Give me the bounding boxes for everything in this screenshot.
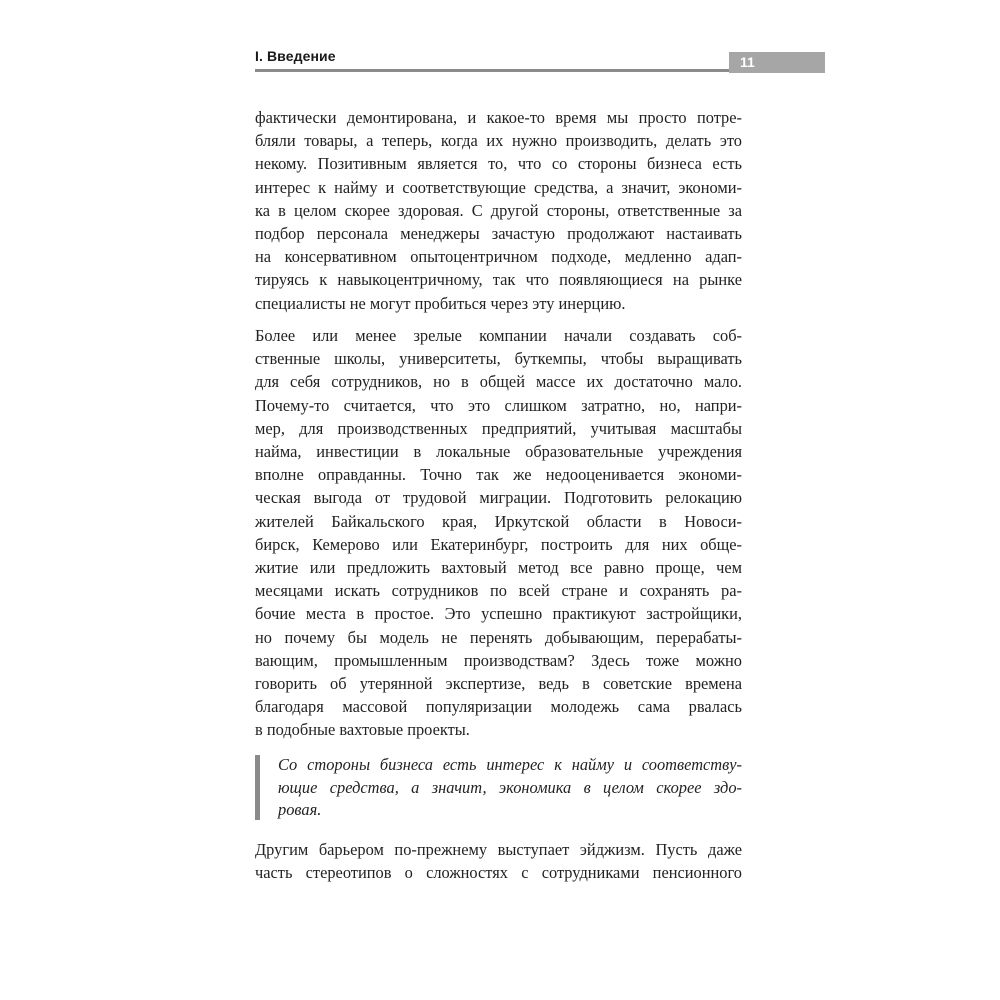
pull-quote-line: Со стороны бизнеса есть интерес к найму и соответству- xyxy=(278,755,742,774)
paragraph-line: бляли товары, а теперь, когда их нужно производить, делать это xyxy=(255,131,742,151)
paragraph-line: Более или менее зрелые компании начали создавать соб- xyxy=(255,326,742,345)
paragraph-line: вполне оправданны. Точно так же недооценивается экономи- xyxy=(255,465,742,485)
paragraph-line: вающим, промышленным производствам? Здесь тоже можно xyxy=(255,650,742,670)
paragraph-line: ка в целом скорее здоровая. С другой стороны, ответственные за xyxy=(255,200,742,220)
paragraph-line: подбор персонала менеджеры зачастую продолжают настаивать xyxy=(255,224,742,244)
paragraph-2 xyxy=(255,324,742,742)
paragraph-line: житие или предложить вахтовый метод все равно проще, чем xyxy=(255,558,742,578)
paragraph-line: жителей Байкальского края, Иркутской области в Новоси- xyxy=(255,511,742,531)
paragraph-line: бочие места в простое. Это успешно практикуют застройщики, xyxy=(255,604,742,624)
paragraph-line: ческая выгода от трудовой миграции. Подготовить релокацию xyxy=(255,488,742,508)
paragraph-line: Почему-то считается, что это слишком затратно, но, напри- xyxy=(255,395,742,415)
pull-quote-line: ющие средства, а значит, экономика в целом скорее здо- xyxy=(278,777,742,797)
header-rule xyxy=(255,69,730,72)
pull-quote-bar xyxy=(255,755,260,820)
paragraph-line: специалисты не могут пробиться через эту инерцию. xyxy=(255,293,626,313)
paragraph-line: месяцами искать сотрудников по всей стране и сохранять ра- xyxy=(255,581,742,601)
pull-quote xyxy=(278,754,742,822)
paragraph-line: для себя сотрудников, но в общей массе их достаточно мало. xyxy=(255,372,742,392)
paragraph-line: бирск, Кемерово или Екатеринбург, построить для них обще- xyxy=(255,534,742,554)
paragraph-line: мер, для производственных предприятий, учитывая масштабы xyxy=(255,418,742,438)
paragraph-line: но почему бы модель не перенять добывающим, перерабаты- xyxy=(255,627,742,647)
paragraph-line: тируясь к навыкоцентричному, так что появляющиеся на рынке xyxy=(255,270,742,290)
running-header-title: I. Введение xyxy=(255,48,336,64)
paragraph-line: некому. Позитивным является то, что со стороны бизнеса есть xyxy=(255,154,742,174)
pull-quote-line: ровая. xyxy=(278,800,322,819)
paragraph-line: благодаря массовой популяризации молодежь сама рвалась xyxy=(255,697,742,717)
paragraph-line: Другим барьером по-прежнему выступает эйджизм. Пусть даже xyxy=(255,840,742,859)
paragraph-line: фактически демонтирована, и какое-то время мы просто потре- xyxy=(255,108,742,127)
paragraph-line: часть стереотипов о сложностях с сотрудниками пенсионного xyxy=(255,863,742,883)
paragraph-line: интерес к найму и соответствующие средства, а значит, экономи- xyxy=(255,177,742,197)
paragraph-line: ственные школы, университеты, буткемпы, чтобы выращивать xyxy=(255,349,742,369)
paragraph-3 xyxy=(255,838,742,884)
page-number: 11 xyxy=(740,54,755,70)
paragraph-1 xyxy=(255,106,742,315)
paragraph-line: найма, инвестиции в локальные образовательные учреждения xyxy=(255,442,742,462)
paragraph-line: в подобные вахтовые проекты. xyxy=(255,720,470,740)
paragraph-line: говорить об утерянной экспертизе, ведь в советские времена xyxy=(255,674,742,694)
paragraph-line: на консервативном опытоцентричном подходе, медленно адап- xyxy=(255,247,742,267)
